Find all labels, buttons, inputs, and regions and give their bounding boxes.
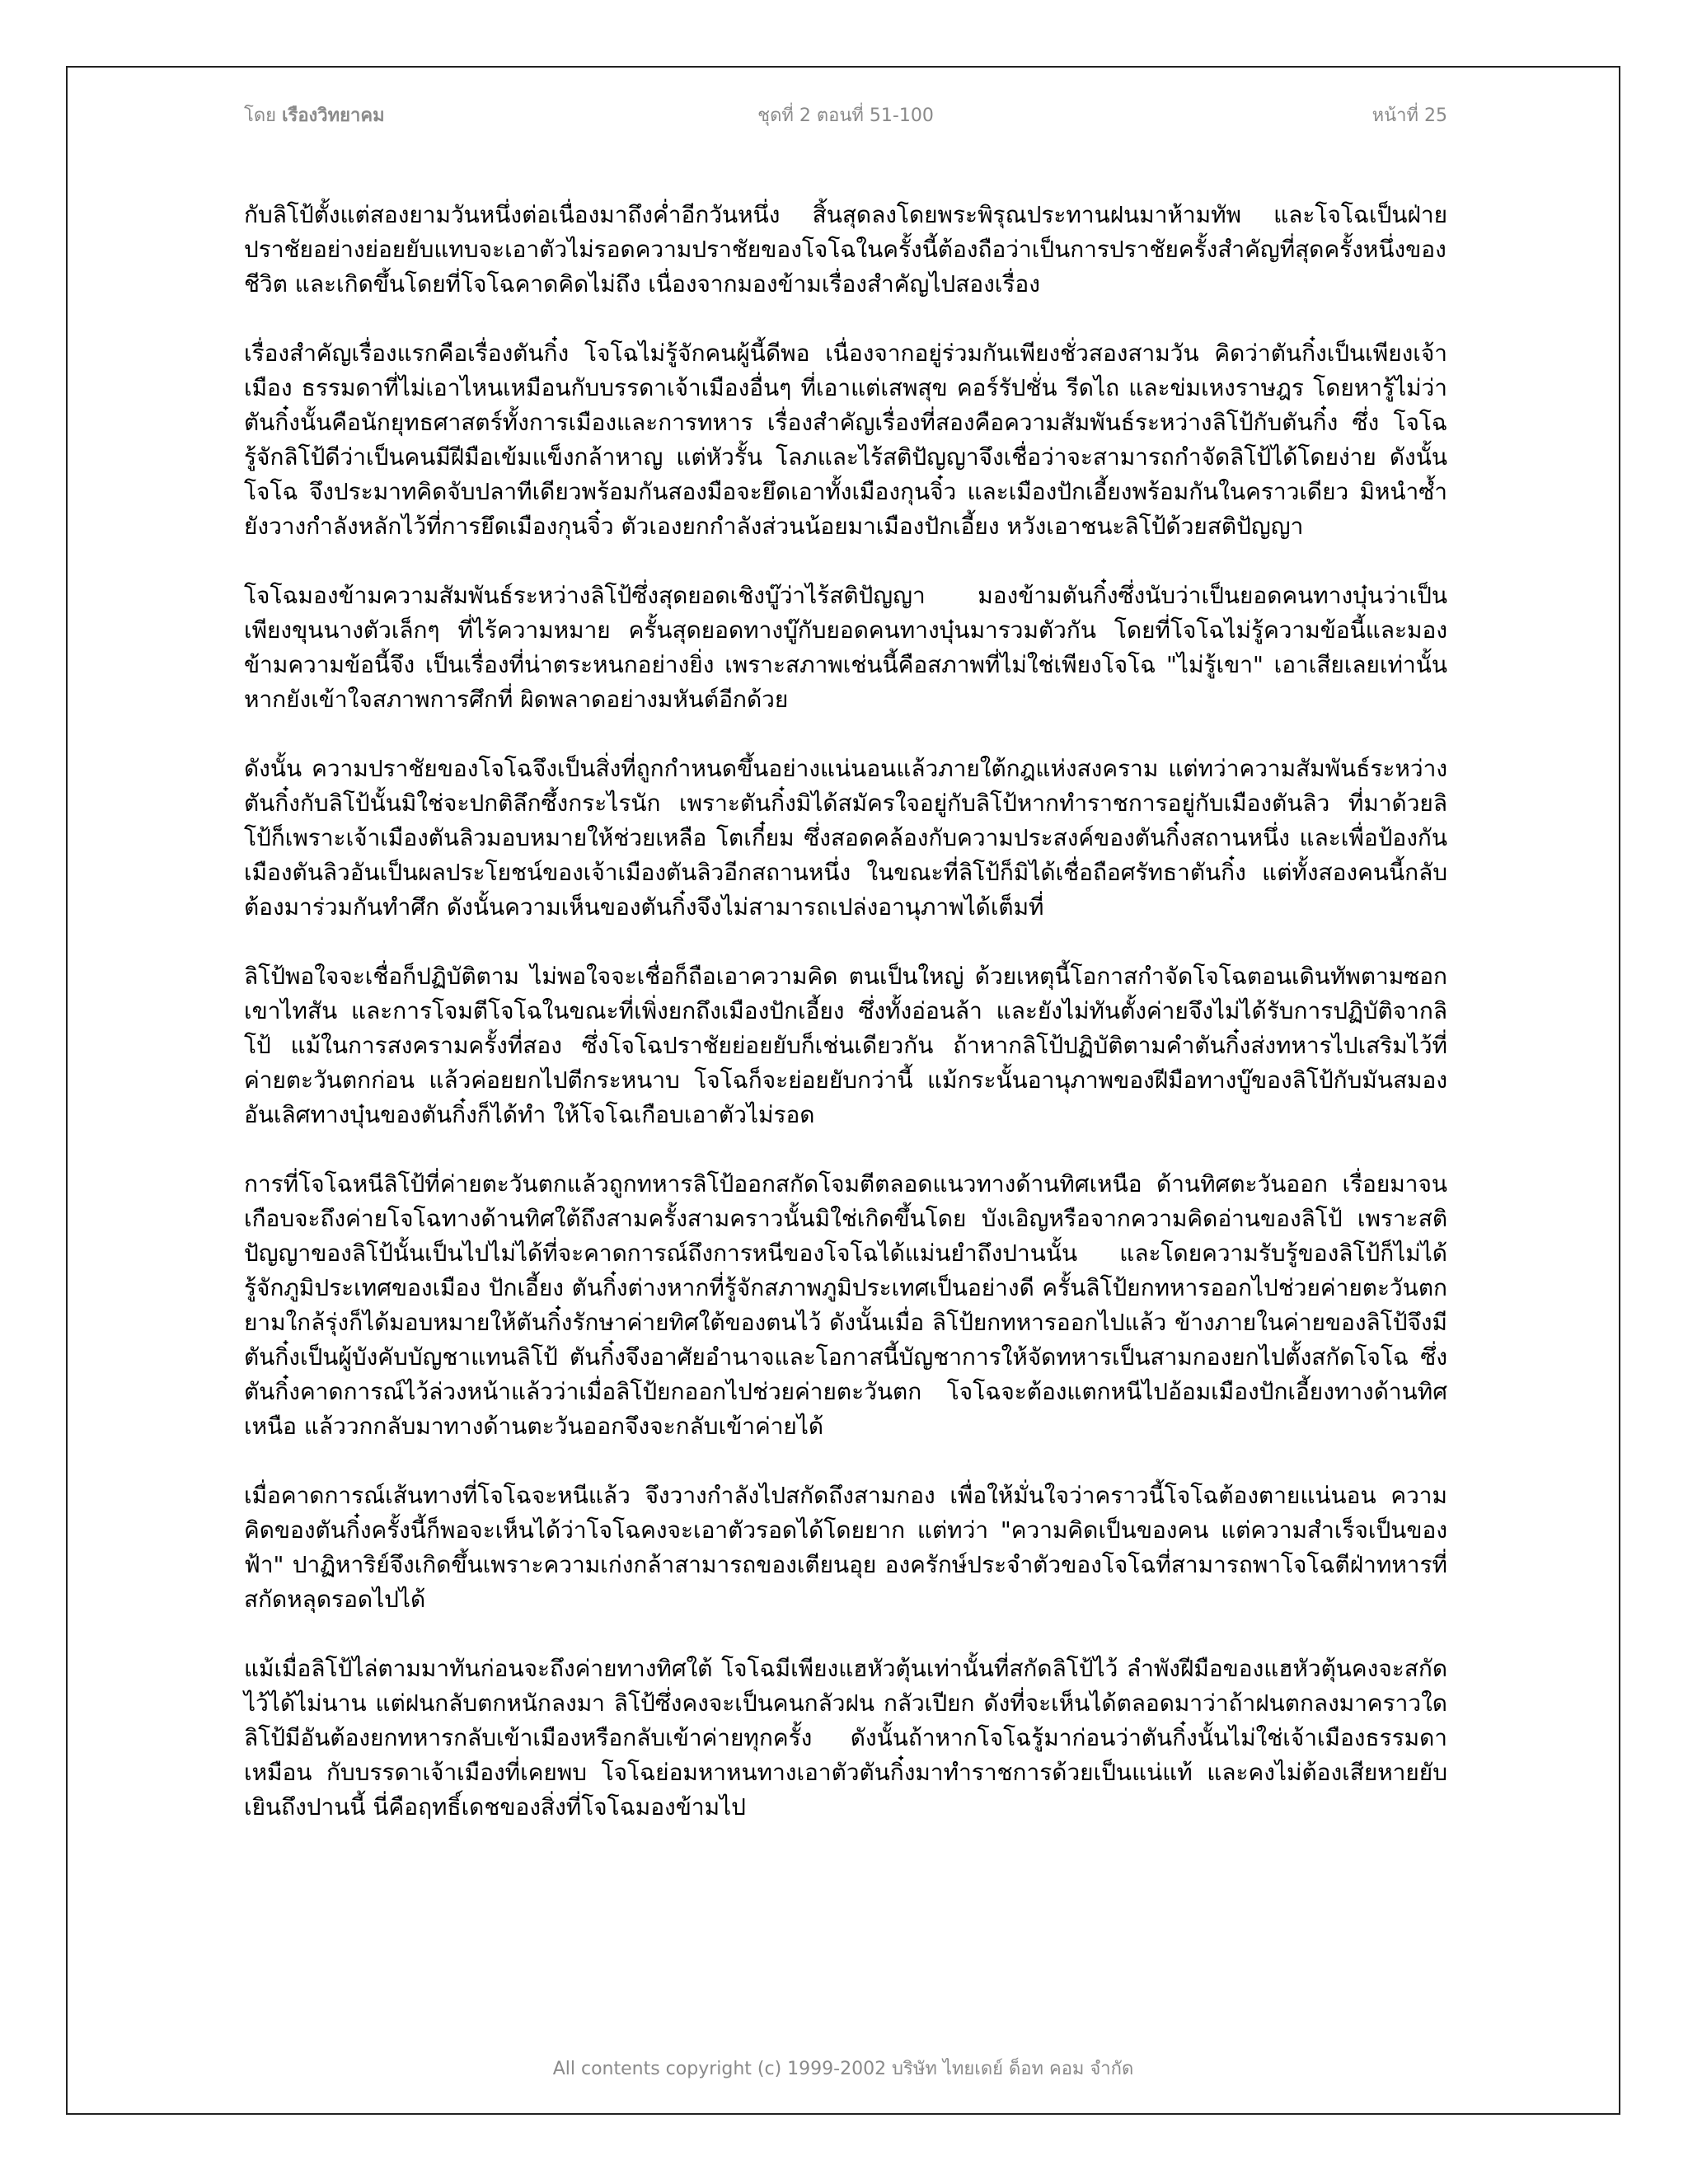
copyright-footer: All contents copyright (c) 1999-2002 บริษัท ไทยเดย์ ด็อท คอม จำกัด bbox=[552, 2059, 1134, 2079]
header-author-name: เรืองวิทยาคม bbox=[282, 105, 385, 126]
paragraph: ดังนั้น ความปราชัยของโจโฉจึงเป็นสิ่งที่ถูกกำหนดขึ้นอย่างแน่นอนแล้วภายใต้กฎแห่งสงคราม แต่ทว่าความสัมพันธ์ระหว่างตันกิ๋งกับลิโป้นั้นมิใช่จะปกติลึกซึ้งกระไรนัก เพราะตันกิ๋งมิได้สมัครใจอยู่กับลิโป้หากทำราชการอยู่กับเมืองตันลิว ที่มาด้วยลิโป้ก็เพราะเจ้าเมืองตันลิวมอบหมายให้ช่วยเหลือ โตเกี๋ยม ซึ่งสอดคล้องกับความประสงค์ของตันกิ๋งสถานหนึ่ง และเพื่อป้องกันเมืองตันลิวอันเป็นผลประโยชน์ของเจ้าเมืองตันลิวอีกสถานหนึ่ง ในขณะที่ลิโป้ก็มิได้เชื่อถือศรัทธาตันกิ๋ง แต่ทั้งสองคนนี้กลับต้องมาร่วมกันทำศึก ดังนั้นความเห็นของตันกิ๋งจึงไม่สามารถเปล่งอานุภาพได้เต็มที่ bbox=[244, 755, 1447, 921]
paragraph: โจโฉมองข้ามความสัมพันธ์ระหว่างลิโป้ซึ่งสุดยอดเชิงบู๊ว่าไร้สติปัญญา มองข้ามตันกิ๋งซึ่งนับว่าเป็นยอดคนทางบุ๋นว่าเป็นเพียงขุนนางตัวเล็กๆ ที่ไร้ความหมาย ครั้นสุดยอดทางบู๊กับยอดคนทางบุ๋นมารวมตัวกัน โดยที่โจโฉไม่รู้ความข้อนี้และมองข้ามความข้อนี้จึง เป็นเรื่องที่น่าตระหนกอย่างยิ่ง เพราะสภาพเช่นนี้คือสภาพที่ไม่ใช่เพียงโจโฉ "ไม่รู้เขา" เอาเสียเลยเท่านั้น หากยังเข้าใจสภาพการศึกที่ ผิดพลาดอย่างมหันต์อีกด้วย bbox=[244, 582, 1447, 713]
article-body bbox=[244, 198, 1447, 1859]
paragraph: เรื่องสำคัญเรื่องแรกคือเรื่องตันกิ๋ง โจโฉไม่รู้จักคนผู้นี้ดีพอ เนื่องจากอยู่ร่วมกันเพียงชั่วสองสามวัน คิดว่าตันกิ๋งเป็นเพียงเจ้าเมือง ธรรมดาที่ไม่เอาไหนเหมือนกับบรรดาเจ้าเมืองอื่นๆ ที่เอาแต่เสพสุข คอร์รัปชั่น รีดไถ และข่มเหงราษฎร โดยหารู้ไม่ว่าตันกิ๋งนั้นคือนักยุทธศาสตร์ทั้งการเมืองและการทหาร เรื่องสำคัญเรื่องที่สองคือความสัมพันธ์ระหว่างลิโป้กับตันกิ๋ง ซึ่ง โจโฉรู้จักลิโป้ดีว่าเป็นคนมีฝีมือเข้มแข็งกล้าหาญ แต่หัวรั้น โลภและไร้สติปัญญาจึงเชื่อว่าจะสามารถกำจัดลิโป้ได้โดยง่าย ดังนั้นโจโฉ จึงประมาทคิดจับปลาทีเดียวพร้อมกันสองมือจะยึดเอาทั้งเมืองกุนจิ๋ว และเมืองปักเอี้ยงพร้อมกันในคราวเดียว มิหนำซ้ำยังวางกำลังหลักไว้ที่การยึดเมืองกุนจิ๋ว ตัวเองยกกำลังส่วนน้อยมาเมืองปักเอี้ยง หวังเอาชนะลิโป้ด้วยสติปัญญา bbox=[244, 340, 1447, 540]
paragraph: แม้เมื่อลิโป้ไล่ตามมาทันก่อนจะถึงค่ายทางทิศใต้ โจโฉมีเพียงแฮหัวตุ้นเท่านั้นที่สกัดลิโป้ไว้ ลำพังฝีมือของแฮหัวตุ้นคงจะสกัดไว้ได้ไม่นาน แต่ฝนกลับตกหนักลงมา ลิโป้ซึ่งคงจะเป็นคนกลัวฝน กลัวเปียก ดังที่จะเห็นได้ตลอดมาว่าถ้าฝนตกลงมาคราวใด ลิโป้มีอันต้องยกทหารกลับเข้าเมืองหรือกลับเข้าค่ายทุกครั้ง ดังนั้นถ้าหากโจโฉรู้มาก่อนว่าตันกิ๋งนั้นไม่ใช่เจ้าเมืองธรรมดาเหมือน กับบรรดาเจ้าเมืองที่เคยพบ โจโฉย่อมหาหนทางเอาตัวตันกิ๋งมาทำราชการด้วยเป็นแน่แท้ และคงไม่ต้องเสียหายยับเยินถึงปานนี้ นี่คือฤทธิ์เดชของสิ่งที่โจโฉมองข้ามไป bbox=[244, 1655, 1447, 1821]
paragraph: เมื่อคาดการณ์เส้นทางที่โจโฉจะหนีแล้ว จึงวางกำลังไปสกัดถึงสามกอง เพื่อให้มั่นใจว่าคราวนี้โจโฉต้องตายแน่นอน ความคิดของตันกิ๋งครั้งนี้ก็พอจะเห็นได้ว่าโจโฉคงจะเอาตัวรอดได้โดยยาก แต่ทว่า "ความคิดเป็นของคน แต่ความสำเร็จเป็นของฟ้า" ปาฏิหาริย์จึงเกิดขึ้นเพราะความเก่งกล้าสามารถของเตียนอุย องครักษ์ประจำตัวของโจโฉที่สามารถพาโจโฉตีฝ่าทหารที่สกัดหลุดรอดไปได้ bbox=[244, 1482, 1447, 1613]
header-series: ชุดที่ 2 ตอนที่ 51-100 bbox=[757, 105, 934, 126]
paragraph: กับลิโป้ตั้งแต่สองยามวันหนึ่งต่อเนื่องมาถึงค่ำอีกวันหนึ่ง สิ้นสุดลงโดยพระพิรุณประทานฝนมาห้ามทัพ และโจโฉเป็นฝ่ายปราชัยอย่างย่อยยับแทบจะเอาตัวไม่รอดความปราชัยของโจโฉในครั้งนี้ต้องถือว่าเป็นการปราชัยครั้งสำคัญที่สุดครั้งหนึ่งของชีวิต และเกิดขึ้นโดยที่โจโฉคาดคิดไม่ถึง เนื่องจากมองข้ามเรื่องสำคัญไปสองเรื่อง bbox=[244, 201, 1447, 298]
header-page-number: หน้าที่ 25 bbox=[1372, 105, 1447, 126]
paragraph: การที่โจโฉหนีลิโป้ที่ค่ายตะวันตกแล้วถูกทหารลิโป้ออกสกัดโจมตีตลอดแนวทางด้านทิศเหนือ ด้านทิศตะวันออก เรื่อยมาจนเกือบจะถึงค่ายโจโฉทางด้านทิศใต้ถึงสามครั้งสามคราวนั้นมิใช่เกิดขึ้นโดย บังเอิญหรือจากความคิดอ่านของลิโป้ เพราะสติปัญญาของลิโป้นั้นเป็นไปไม่ได้ที่จะคาดการณ์ถึงการหนีของโจโฉได้แม่นยำถึงปานนั้น และโดยความรับรู้ของลิโป้ก็ไม่ได้รู้จักภูมิประเทศของเมือง ปักเอี้ยง ตันกิ๋งต่างหากที่รู้จักสภาพภูมิประเทศเป็นอย่างดี ครั้นลิโป้ยกทหารออกไปช่วยค่ายตะวันตกยามใกล้รุ่งก็ได้มอบหมายให้ตันกิ๋งรักษาค่ายทิศใต้ของตนไว้ ดังนั้นเมื่อ ลิโป้ยกทหารออกไปแล้ว ข้างภายในค่ายของลิโป้จึงมีตันกิ๋งเป็นผู้บังคับบัญชาแทนลิโป้ ตันกิ๋งจึงอาศัยอำนาจและโอกาสนี้บัญชาการให้จัดทหารเป็นสามกองยกไปตั้งสกัดโจโฉ ซึ่งตันกิ๋งคาดการณ์ไว้ล่วงหน้าแล้วว่าเมื่อลิโป้ยกออกไปช่วยค่ายตะวันตก โจโฉจะต้องแตกหนีไปอ้อมเมืองปักเอี้ยงทางด้านทิศเหนือ แล้ววกกลับมาทางด้านตะวันออกจึงจะกลับเข้าค่ายได้ bbox=[244, 1170, 1447, 1440]
header-author-prefix: โดย bbox=[244, 105, 276, 126]
running-header bbox=[244, 101, 1447, 134]
paragraph: ลิโป้พอใจจะเชื่อก็ปฏิบัติตาม ไม่พอใจจะเชื่อก็ถือเอาความคิด ตนเป็นใหญ่ ด้วยเหตุนี้โอกาสกำจัดโจโฉตอนเดินทัพตามซอกเขาไทสัน และการโจมตีโจโฉในขณะที่เพิ่งยกถึงเมืองปักเอี้ยง ซึ่งทั้งอ่อนล้า และยังไม่ทันตั้งค่ายจึงไม่ได้รับการปฏิบัติจากลิโป้ แม้ในการสงครามครั้งที่สอง ซึ่งโจโฉปราชัยย่อยยับก็เช่นเดียวกัน ถ้าหากลิโป้ปฏิบัติตามคำตันกิ๋งส่งทหารไปเสริมไว้ที่ค่ายตะวันตกก่อน แล้วค่อยยกไปตีกระหนาบ โจโฉก็จะย่อยยับกว่านี้ แม้กระนั้นอานุภาพของฝีมือทางบู๊ของลิโป้กับมันสมองอันเลิศทางบุ๋นของตันกิ๋งก็ได้ทำ ให้โจโฉเกือบเอาตัวไม่รอด bbox=[244, 963, 1447, 1128]
